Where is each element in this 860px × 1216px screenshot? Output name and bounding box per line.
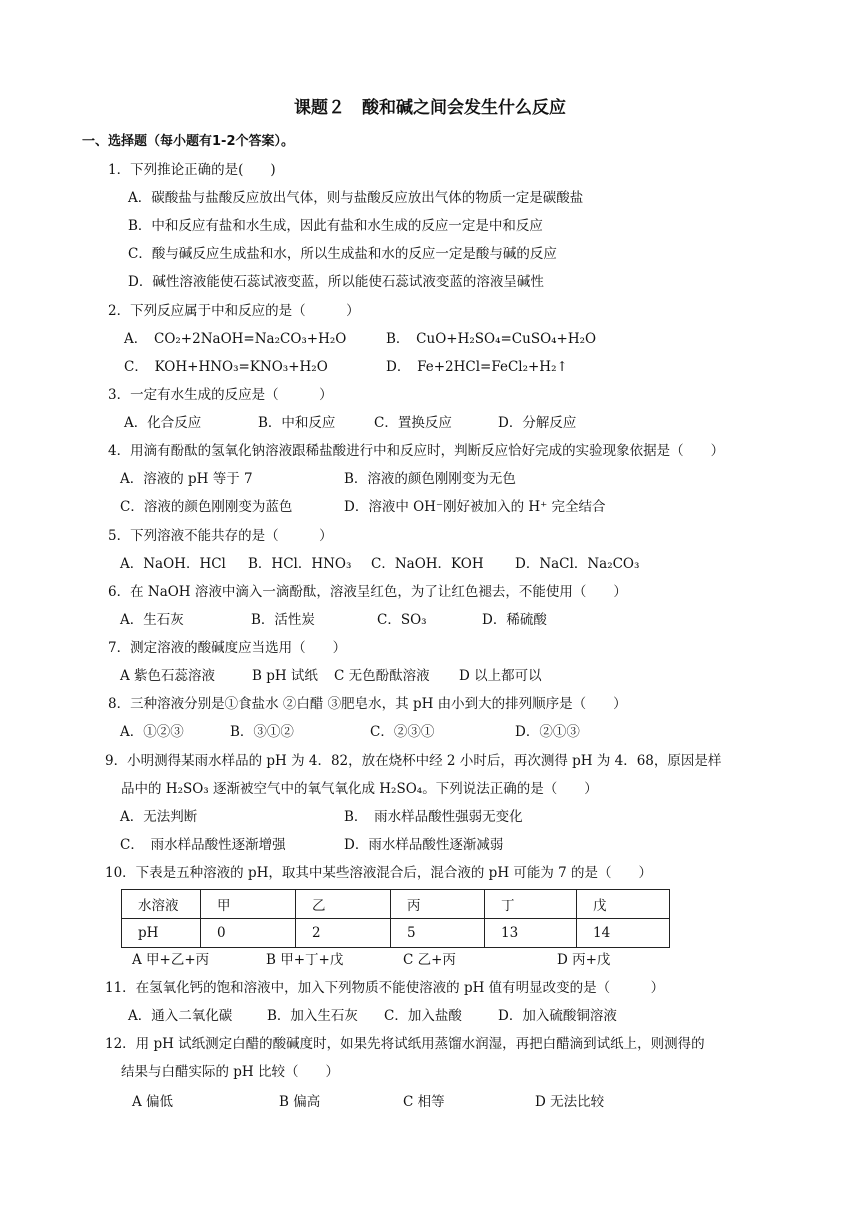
- q11-option-c: C．加入盐酸: [384, 1008, 462, 1024]
- ph-table-cell: 14: [577, 919, 670, 948]
- q8-option-a: A．①②③: [120, 724, 184, 740]
- q4-option-c: C．溶液的颜色刚刚变为蓝色: [120, 499, 293, 515]
- q2-stem: 2．下列反应属于中和反应的是（ ）: [108, 303, 360, 319]
- q3-option-a: A．化合反应: [124, 415, 202, 431]
- ph-table-header-cell: 乙: [296, 890, 391, 919]
- ph-table-cell: 5: [391, 919, 485, 948]
- q5-option-b: B．HCl．HNO₃: [248, 556, 352, 572]
- q1-option-c: C．酸与碱反应生成盐和水，所以生成盐和水的反应一定是酸与碱的反应: [128, 246, 557, 262]
- q5-option-c: C．NaOH．KOH: [371, 556, 484, 572]
- q7-option-b: B pH 试纸: [252, 668, 318, 684]
- q8-option-b: B．③①②: [230, 724, 294, 740]
- ph-table: [121, 889, 670, 948]
- q9-stem-line1: 9．小明测得某雨水样品的 pH 为 4．82，放在烧杯中经 2 小时后，再次测得 pH 为 4．68，原因是样: [105, 753, 722, 769]
- q10-stem: 10．下表是五种溶液的 pH，取其中某些溶液混合后，混合液的 pH 可能为 7 的是（ ）: [105, 865, 653, 881]
- q2-option-c: C． KOH+HNO₃=KNO₃+H₂O: [124, 359, 328, 375]
- q5-stem: 5．下列溶液不能共存的是（ ）: [108, 528, 333, 544]
- q10-option-c: C 乙+丙: [403, 952, 456, 968]
- ph-table-cell: pH: [122, 919, 201, 948]
- q1-stem: 1．下列推论正确的是( ): [108, 162, 276, 178]
- q7-option-c: C 无色酚酞溶液: [334, 668, 430, 684]
- q7-option-a: A 紫色石蕊溶液: [120, 668, 216, 684]
- q2-option-a: A． CO₂+2NaOH=Na₂CO₃+H₂O: [124, 331, 347, 347]
- q6-option-a: A．生石灰: [120, 612, 184, 628]
- q10-option-b: B 甲+丁+戊: [266, 952, 344, 968]
- q6-stem: 6．在 NaOH 溶液中滴入一滴酚酞，溶液呈红色，为了让红色褪去，不能使用（ ）: [108, 584, 627, 600]
- q4-option-a: A．溶液的 pH 等于 7: [120, 471, 253, 487]
- ph-table-cell: 2: [296, 919, 391, 948]
- ph-table-header-cell: 甲: [201, 890, 296, 919]
- q4-option-b: B．溶液的颜色刚刚变为无色: [344, 471, 516, 487]
- q8-option-c: C．②③①: [370, 724, 435, 740]
- q6-option-b: B．活性炭: [251, 612, 315, 628]
- ph-table-header-row: [122, 890, 670, 919]
- q9-stem-line2: 品中的 H₂SO₃ 逐渐被空气中的氧气氧化成 H₂SO₄。下列说法正确的是（ ）: [121, 781, 598, 797]
- q4-stem: 4．用滴有酚酞的氢氧化钠溶液跟稀盐酸进行中和反应时，判断反应恰好完成的实验现象依据是（ ）: [108, 443, 725, 459]
- q8-option-d: D．②①③: [515, 724, 580, 740]
- q9-option-b: B． 雨水样品酸性强弱无变化: [344, 809, 523, 825]
- q3-stem: 3．一定有水生成的反应是（ ）: [108, 387, 333, 403]
- q4-option-d: D．溶液中 OH⁻刚好被加入的 H⁺ 完全结合: [344, 499, 606, 515]
- ph-table-header-cell: 丙: [391, 890, 485, 919]
- page-title: 课题２ 酸和碱之间会发生什么反应: [294, 98, 566, 118]
- section-heading: 一、选择题（每小题有1-2个答案）。: [82, 134, 294, 149]
- q9-option-a: A．无法判断: [120, 809, 198, 825]
- q5-option-a: A．NaOH．HCl: [120, 556, 226, 572]
- q8-stem: 8．三种溶液分别是①食盐水 ②白醋 ③肥皂水，其 pH 由小到大的排列顺序是（ ）: [108, 696, 627, 712]
- q12-option-c: C 相等: [403, 1094, 445, 1110]
- q1-option-d: D．碱性溶液能使石蕊试液变蓝，所以能使石蕊试液变蓝的溶液呈碱性: [128, 274, 544, 290]
- ph-table-header-cell: 丁: [485, 890, 577, 919]
- q12-stem-line1: 12．用 pH 试纸测定白醋的酸碱度时，如果先将试纸用蒸馏水润湿，再把白醋滴到试纸上，则测得的: [105, 1036, 705, 1052]
- q9-option-c: C． 雨水样品酸性逐渐增强: [120, 837, 286, 853]
- q12-stem-line2: 结果与白醋实际的 pH 比较（ ）: [121, 1064, 339, 1080]
- q1-option-b: B．中和反应有盐和水生成，因此有盐和水生成的反应一定是中和反应: [128, 218, 543, 234]
- ph-table-cell: 13: [485, 919, 577, 948]
- q3-option-d: D．分解反应: [498, 415, 577, 431]
- q6-option-c: C．SO₃: [377, 612, 427, 628]
- q10-option-d: D 丙+戊: [557, 952, 611, 968]
- ph-table-header-cell: 水溶液: [122, 890, 201, 919]
- q12-option-b: B 偏高: [279, 1094, 321, 1110]
- q2-option-b: B． CuO+H₂SO₄=CuSO₄+H₂O: [386, 331, 597, 347]
- q2-option-d: D． Fe+2HCl=FeCl₂+H₂↑: [386, 359, 568, 375]
- q11-option-a: A．通入二氧化碳: [128, 1008, 233, 1024]
- q7-stem: 7．测定溶液的酸碱度应当选用（ ）: [108, 640, 347, 656]
- q1-option-a: A．碳酸盐与盐酸反应放出气体，则与盐酸反应放出气体的物质一定是碳酸盐: [128, 190, 584, 206]
- q10-option-a: A 甲+乙+丙: [132, 952, 210, 968]
- q6-option-d: D．稀硫酸: [482, 612, 547, 628]
- q11-option-d: D．加入硫酸铜溶液: [498, 1008, 617, 1024]
- q11-option-b: B．加入生石灰: [267, 1008, 358, 1024]
- ph-table-header-cell: 戊: [577, 890, 670, 919]
- q11-stem: 11．在氢氧化钙的饱和溶液中，加入下列物质不能使溶液的 pH 值有明显改变的是（ ）: [105, 980, 665, 996]
- q5-option-d: D．NaCl．Na₂CO₃: [515, 556, 640, 572]
- q9-option-d: D．雨水样品酸性逐渐减弱: [344, 837, 504, 853]
- ph-table-cell: 0: [201, 919, 296, 948]
- q7-option-d: D 以上都可以: [459, 668, 542, 684]
- ph-table-value-row: [122, 919, 670, 948]
- q3-option-b: B．中和反应: [258, 415, 336, 431]
- q12-option-d: D 无法比较: [535, 1094, 605, 1110]
- q3-option-c: C．置换反应: [374, 415, 452, 431]
- q12-option-a: A 偏低: [132, 1094, 174, 1110]
